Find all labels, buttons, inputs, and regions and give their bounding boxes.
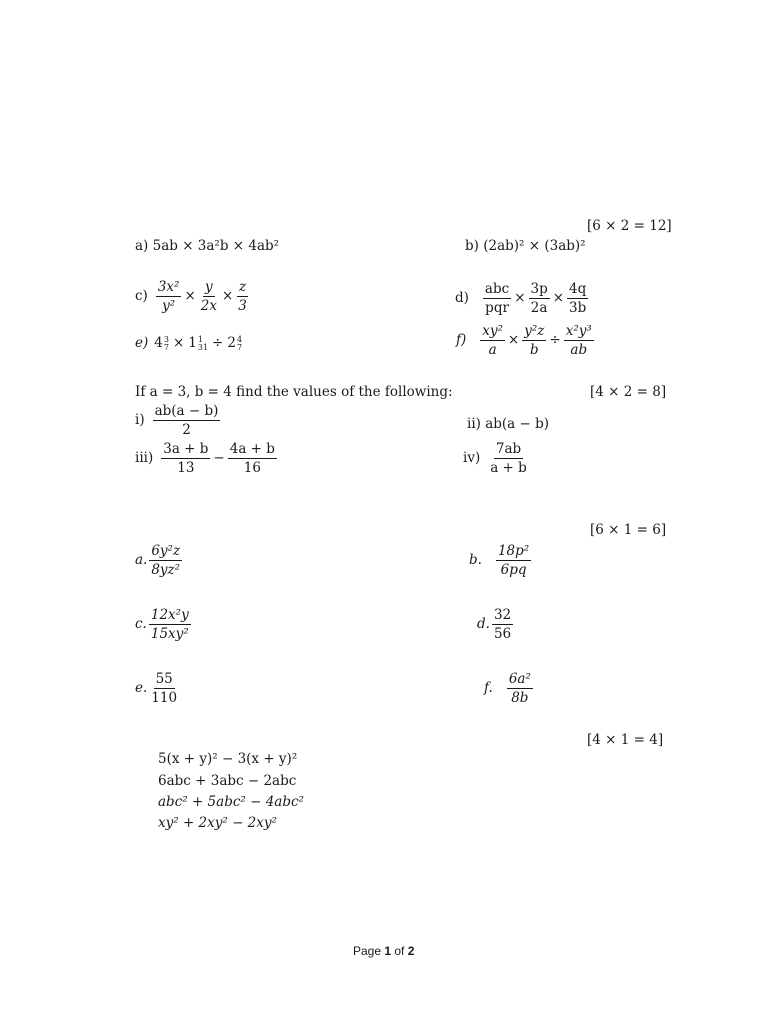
fraction xyxy=(522,324,546,357)
fraction xyxy=(480,324,505,357)
fraction xyxy=(149,544,182,577)
numerator: 18p² xyxy=(496,544,531,561)
question-label: e. xyxy=(135,679,148,696)
operator: × xyxy=(507,331,520,348)
fraction xyxy=(161,442,210,475)
fraction xyxy=(496,544,531,577)
fraction xyxy=(199,280,219,313)
operator: ÷ xyxy=(549,331,561,348)
numerator: 6a² xyxy=(507,672,533,689)
numerator: z xyxy=(237,280,248,297)
denominator: 56 xyxy=(493,626,512,643)
question-label: iv) xyxy=(463,449,481,466)
question-label: a. xyxy=(135,551,148,568)
operator: × xyxy=(184,287,196,304)
simplify-item: abc² + 5abc² − 4abc² xyxy=(158,794,304,810)
section1-marks: [6 × 2 = 12] xyxy=(587,218,672,234)
question-label: d) xyxy=(455,289,469,306)
question-expression: (2ab)² × (3ab)² xyxy=(483,238,586,254)
numerator: 7ab xyxy=(494,442,523,459)
denominator: b xyxy=(529,342,539,359)
numerator: xy² xyxy=(480,324,505,341)
numerator: x²y³ xyxy=(564,324,594,341)
question-1d xyxy=(455,282,590,315)
question-label: f. xyxy=(484,679,493,696)
fraction xyxy=(564,324,594,357)
numerator: ab(a − b) xyxy=(153,404,221,421)
denominator: 6pq xyxy=(500,562,527,579)
question-1f xyxy=(456,324,596,357)
question-label: c. xyxy=(135,615,147,632)
question-3d xyxy=(477,608,515,641)
fraction xyxy=(236,280,249,313)
question-label: b. xyxy=(469,551,482,568)
total-pages: 2 xyxy=(407,944,415,958)
question-label: iii) xyxy=(135,449,154,466)
denominator: 31 xyxy=(197,343,209,352)
fraction xyxy=(149,672,179,705)
question-1c xyxy=(135,280,251,313)
denominator: a + b xyxy=(490,460,527,477)
numerator: y xyxy=(203,280,215,297)
question-label: c) xyxy=(135,287,148,304)
mixed-number xyxy=(188,336,208,352)
whole-part: 2 xyxy=(227,335,236,352)
denominator: 8yz² xyxy=(151,562,181,579)
numerator: 6y²z xyxy=(149,544,182,561)
simplify-item: 5(x + y)² − 3(x + y)² xyxy=(158,751,298,767)
fraction xyxy=(149,608,191,641)
fraction xyxy=(507,672,533,705)
numerator: 4q xyxy=(567,282,588,299)
fraction xyxy=(567,282,588,315)
numerator: 55 xyxy=(154,672,175,689)
section2-marks: [4 × 2 = 8] xyxy=(590,384,667,400)
numerator: y²z xyxy=(522,324,546,341)
denominator: 7 xyxy=(236,343,243,352)
question-label: ii) xyxy=(467,416,481,432)
question-3b xyxy=(469,544,533,577)
page-number xyxy=(353,945,414,957)
numerator: abc xyxy=(483,282,511,299)
whole-part: 4 xyxy=(154,335,163,352)
question-expression: ab(a − b) xyxy=(485,416,550,432)
denominator: 2x xyxy=(200,298,217,315)
fraction xyxy=(529,282,550,315)
simplify-item: xy² + 2xy² − 2xy² xyxy=(158,815,277,831)
page-separator: of xyxy=(391,944,408,958)
fraction xyxy=(483,282,511,315)
fraction xyxy=(228,442,277,475)
operator: × xyxy=(172,335,185,352)
question-2ii xyxy=(467,418,549,432)
numerator: 4 xyxy=(236,335,243,344)
denominator: 8b xyxy=(511,690,529,707)
denominator: a xyxy=(488,342,497,359)
question-3a xyxy=(135,544,184,577)
denominator: 7 xyxy=(163,343,169,352)
question-3e xyxy=(135,672,181,705)
question-1b xyxy=(465,240,586,254)
denominator: 16 xyxy=(243,460,261,477)
numerator: 3 xyxy=(163,335,169,344)
section2-heading: If a = 3, b = 4 find the values of the following: xyxy=(135,384,453,400)
operator: × xyxy=(221,287,234,304)
fraction xyxy=(492,608,513,641)
numerator: 3a + b xyxy=(161,442,210,459)
question-label: f) xyxy=(456,331,467,348)
question-1a xyxy=(135,240,279,254)
mixed-number xyxy=(154,336,169,352)
question-2iv xyxy=(463,442,531,475)
current-page: 1 xyxy=(384,944,392,958)
operator: × xyxy=(552,289,565,306)
operator: × xyxy=(514,289,526,306)
numerator: 1 xyxy=(197,335,203,344)
question-1e xyxy=(135,336,242,352)
denominator: 2 xyxy=(182,422,191,439)
denominator: ab xyxy=(570,342,588,359)
denominator: 3b xyxy=(569,300,587,317)
denominator: y² xyxy=(162,298,176,315)
numerator: 4a + b xyxy=(228,442,277,459)
fraction xyxy=(156,280,182,313)
simplify-item: 6abc + 3abc − 2abc xyxy=(158,773,297,789)
numerator: 32 xyxy=(492,608,513,625)
denominator: 3 xyxy=(238,298,247,315)
denominator: 110 xyxy=(151,690,178,707)
denominator: pqr xyxy=(485,300,509,317)
fraction xyxy=(488,442,529,475)
question-3c xyxy=(135,608,193,641)
denominator: 2a xyxy=(530,300,548,317)
fraction xyxy=(153,404,221,437)
operator: − xyxy=(213,449,225,466)
question-2i xyxy=(135,404,222,437)
section3-marks: [6 × 1 = 6] xyxy=(590,522,667,538)
page-prefix: Page xyxy=(353,944,385,958)
whole-part: 1 xyxy=(188,335,197,352)
question-label: a) xyxy=(135,238,149,254)
question-2iii xyxy=(135,442,279,475)
denominator: 15xy² xyxy=(150,626,189,643)
question-label: d. xyxy=(477,615,490,632)
denominator: 13 xyxy=(177,460,195,477)
question-label: i) xyxy=(135,411,145,428)
mixed-number xyxy=(227,336,242,352)
operator: ÷ xyxy=(212,335,224,352)
question-label: e) xyxy=(135,335,149,352)
numerator: 3x² xyxy=(156,280,182,297)
question-3f xyxy=(484,672,535,705)
numerator: 3p xyxy=(529,282,550,299)
numerator: 12x²y xyxy=(149,608,191,625)
question-expression: 5ab × 3a²b × 4ab² xyxy=(152,238,280,254)
question-label: b) xyxy=(465,238,479,254)
section4-marks: [4 × 1 = 4] xyxy=(587,732,664,748)
